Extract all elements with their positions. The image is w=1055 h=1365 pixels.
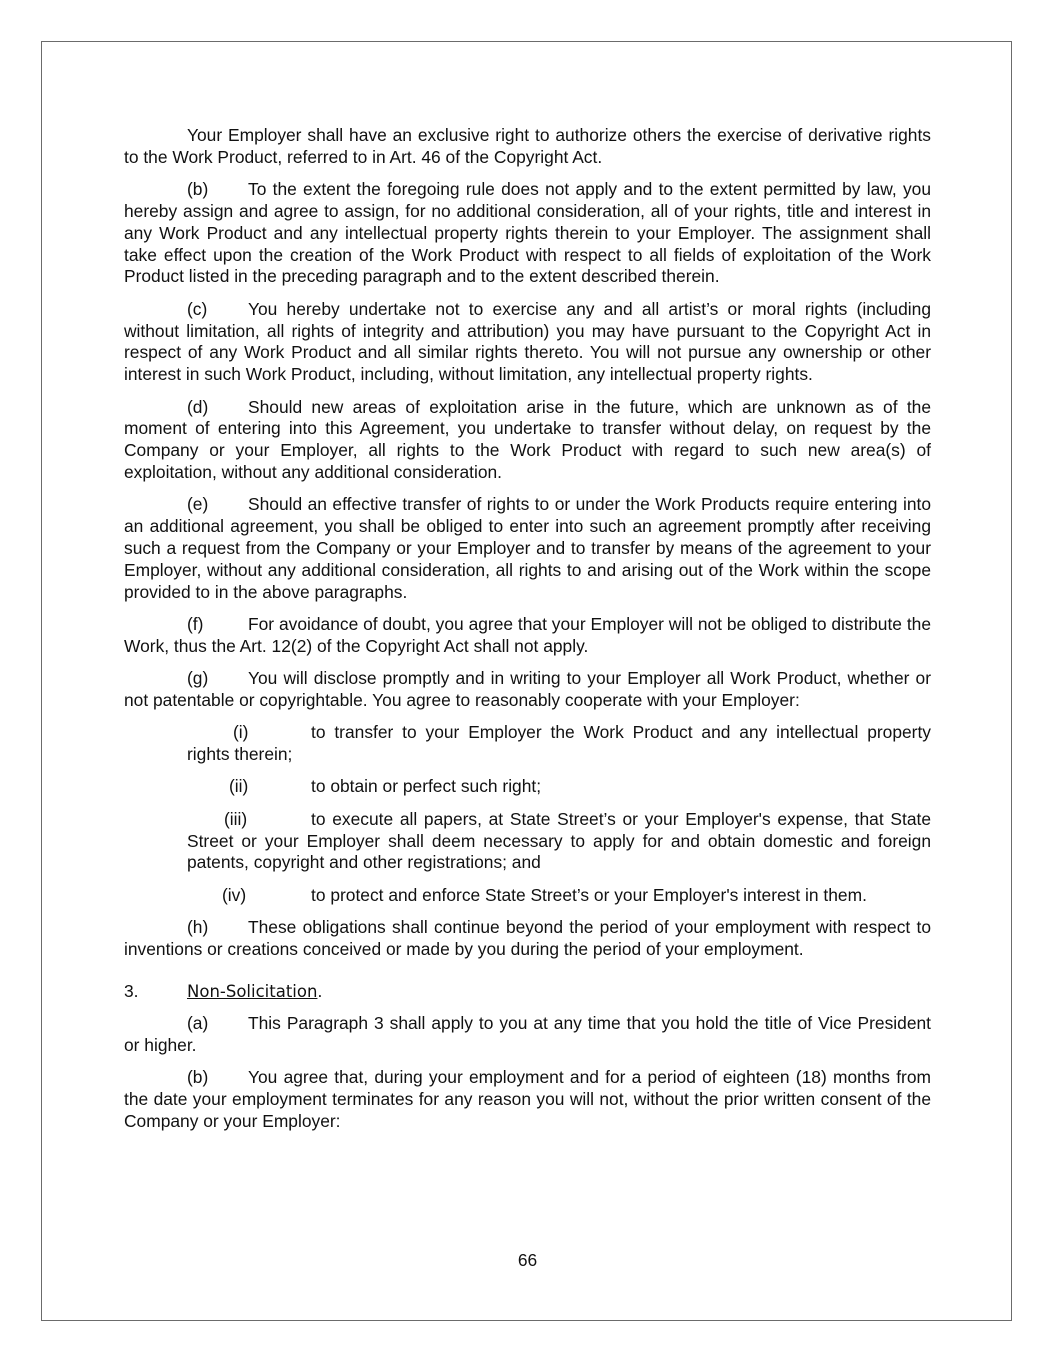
section-heading (124, 981, 931, 1003)
section-number: 3. (124, 980, 139, 1001)
paragraph-label: (g) (187, 668, 209, 689)
paragraph-text: You hereby undertake not to exercise any and all artist’s or moral rights (including without limitation, all rights of integrity and attribution) you may have pursuant to the Copyright Act in respect of any Work Product and all similar rights thereto. You will not pursue any ownership or other interest in such Work Product, including, without limitation, any intellectual property rights. (124, 298, 931, 385)
paragraph-text: Should new areas of exploitation arise in the future, which are unknown as of the moment of entering into this Agreement, you undertake to transfer without delay, on request by the Company or your Employer, all rights to the Work Product with regard to such new area(s) of exploitation, without any additional consideration. (124, 396, 931, 482)
paragraph-text: To the extent the foregoing rule does not apply and to the extent permitted by law, you hereby assign and agree to assign, for no additional consideration, all of your rights, title and interest in any Work Product and any intellectual property rights therein to your Employer. The assignment shall take effect upon the creation of the Work Product with respect to all fields of exploitation of the Work Product listed in the preceding paragraph and to the extent described therein. (124, 179, 931, 287)
subitem-text: to transfer to your Employer the Work Product and any intellectual property rights therein; (187, 722, 931, 765)
paragraph-label: (b) (187, 179, 209, 200)
paragraph-label: (e) (187, 494, 209, 515)
subitem-iii (187, 809, 931, 874)
paragraph-label: (f) (187, 613, 204, 634)
paragraph-label: (d) (187, 396, 209, 417)
paragraph-text: For avoidance of doubt, you agree that your Employer will not be obliged to distribute the Work, thus the Art. 12(2) of the Copyright Act shall not apply. (124, 613, 931, 656)
paragraph-f (124, 614, 931, 658)
paragraph-text: Should an effective transfer of rights to or under the Work Products require entering into an additional agreement, you shall be obliged to enter into such an agreement promptly after receiving such a request from the Company or your Employer and to transfer by means of the agreement to your Employer, without any additional consideration, all rights to and arising out of the Work within the scope provided to in the above paragraphs. (124, 494, 931, 602)
subitem-text: to execute all papers, at State Street’s or your Employer's expense, that State Street or your Employer shall deem necessary to apply for and obtain domestic and foreign patents, copyright and other registrations; and (187, 808, 931, 873)
paragraph-label: (b) (187, 1067, 209, 1088)
page-number: 66 (517, 1250, 538, 1270)
subitem-ii (187, 776, 931, 798)
subitem-i (187, 722, 931, 766)
paragraph-text: Your Employer shall have an exclusive right to authorize others the exercise of derivative rights to the Work Product, referred to in Art. 46 of the Copyright Act. (124, 125, 931, 167)
subitem-label: (iv) (222, 884, 247, 905)
subitem-text: to protect and enforce State Street’s or your Employer's interest in them. (311, 884, 867, 905)
paragraph-text: This Paragraph 3 shall apply to you at any time that you hold the title of Vice President or higher. (124, 1013, 931, 1056)
paragraph-d (124, 397, 931, 484)
subitem-label: (ii) (229, 776, 249, 797)
paragraph-b (124, 179, 931, 288)
paragraph-derivative-rights (124, 125, 931, 169)
paragraph-c (124, 299, 931, 386)
section-title-period: . (317, 980, 323, 1001)
document-page (41, 41, 1012, 1321)
paragraph-e (124, 494, 931, 603)
paragraph-text: These obligations shall continue beyond the period of your employment with respect to inventions or creations conceived or made by you during the period of your employment. (124, 917, 931, 960)
subitem-label: (iii) (224, 808, 248, 829)
section3-paragraph-a (124, 1013, 931, 1057)
subitem-iv (187, 885, 931, 907)
paragraph-text: You will disclose promptly and in writing to your Employer all Work Product, whether or not patentable or copyrightable. You agree to reasonably cooperate with your Employer: (124, 668, 931, 710)
paragraph-g (124, 668, 931, 712)
page-content (124, 125, 931, 1143)
subitem-text: to obtain or perfect such right; (311, 776, 542, 797)
section3-paragraph-b (124, 1067, 931, 1132)
section-title: Non-Solicitation (187, 981, 318, 1001)
paragraph-label: (h) (187, 917, 209, 938)
subitem-label: (i) (233, 722, 249, 743)
paragraph-h (124, 917, 931, 961)
paragraph-label: (c) (187, 298, 208, 319)
paragraph-label: (a) (187, 1013, 209, 1034)
paragraph-text: You agree that, during your employment and for a period of eighteen (18) months from the date your employment terminates for any reason you will not, without the prior written consent of the Company or your Employer: (124, 1067, 931, 1131)
